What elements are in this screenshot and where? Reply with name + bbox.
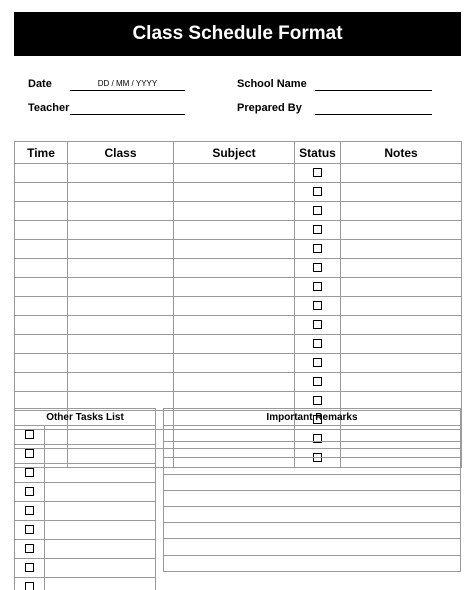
status-checkbox[interactable] bbox=[313, 244, 322, 253]
status-checkbox[interactable] bbox=[313, 225, 322, 234]
notes-cell[interactable] bbox=[341, 354, 462, 373]
schedule-header-row bbox=[15, 142, 462, 164]
table-row bbox=[15, 354, 462, 373]
notes-cell[interactable] bbox=[341, 202, 462, 221]
date-label: Date bbox=[28, 78, 52, 90]
task-text-cell[interactable] bbox=[45, 483, 156, 502]
time-cell[interactable] bbox=[15, 297, 68, 316]
time-cell[interactable] bbox=[15, 354, 68, 373]
list-item bbox=[164, 539, 461, 555]
task-text-cell[interactable] bbox=[45, 464, 156, 483]
list-item bbox=[15, 521, 156, 540]
list-item bbox=[164, 490, 461, 506]
column-header-status: Status bbox=[295, 142, 341, 164]
task-checkbox[interactable] bbox=[25, 487, 34, 496]
remark-cell[interactable] bbox=[164, 506, 461, 522]
important-remarks-table bbox=[163, 408, 461, 572]
class-cell[interactable] bbox=[68, 183, 174, 202]
task-text-cell[interactable] bbox=[45, 521, 156, 540]
status-checkbox[interactable] bbox=[313, 358, 322, 367]
list-item bbox=[164, 523, 461, 539]
status-cell[interactable] bbox=[295, 297, 341, 316]
status-checkbox[interactable] bbox=[313, 187, 322, 196]
task-checkbox-cell bbox=[15, 483, 45, 502]
column-header-notes: Notes bbox=[341, 142, 462, 164]
list-item bbox=[164, 555, 461, 571]
subject-cell[interactable] bbox=[174, 373, 295, 392]
task-text-cell[interactable] bbox=[45, 540, 156, 559]
time-cell[interactable] bbox=[15, 278, 68, 297]
table-row bbox=[15, 240, 462, 259]
other-tasks-table bbox=[14, 408, 156, 590]
subject-cell[interactable] bbox=[174, 335, 295, 354]
time-cell[interactable] bbox=[15, 221, 68, 240]
class-cell[interactable] bbox=[68, 335, 174, 354]
subject-cell[interactable] bbox=[174, 278, 295, 297]
remark-cell[interactable] bbox=[164, 474, 461, 490]
status-checkbox[interactable] bbox=[313, 301, 322, 310]
column-header-class: Class bbox=[68, 142, 174, 164]
school-name-label: School Name bbox=[237, 78, 307, 90]
table-row bbox=[15, 335, 462, 354]
class-cell[interactable] bbox=[68, 164, 174, 183]
column-header-time: Time bbox=[15, 142, 68, 164]
task-checkbox[interactable] bbox=[25, 544, 34, 553]
table-row bbox=[15, 164, 462, 183]
task-checkbox-cell bbox=[15, 521, 45, 540]
page-title: Class Schedule Format bbox=[14, 12, 461, 56]
subject-cell[interactable] bbox=[174, 316, 295, 335]
list-item bbox=[15, 578, 156, 590]
remark-cell[interactable] bbox=[164, 426, 461, 442]
task-checkbox-cell bbox=[15, 464, 45, 483]
remark-cell[interactable] bbox=[164, 442, 461, 458]
time-cell[interactable] bbox=[15, 202, 68, 221]
class-cell[interactable] bbox=[68, 278, 174, 297]
table-row bbox=[15, 316, 462, 335]
task-checkbox[interactable] bbox=[25, 430, 34, 439]
task-checkbox[interactable] bbox=[25, 525, 34, 534]
list-item bbox=[164, 474, 461, 490]
task-checkbox-cell bbox=[15, 559, 45, 578]
list-item bbox=[15, 540, 156, 559]
table-row bbox=[15, 278, 462, 297]
status-cell[interactable] bbox=[295, 164, 341, 183]
status-cell[interactable] bbox=[295, 183, 341, 202]
table-row bbox=[15, 202, 462, 221]
notes-cell[interactable] bbox=[341, 373, 462, 392]
class-cell[interactable] bbox=[68, 221, 174, 240]
task-text-cell[interactable] bbox=[45, 426, 156, 445]
school-name-field[interactable] bbox=[315, 90, 432, 91]
task-checkbox-cell bbox=[15, 540, 45, 559]
list-item bbox=[15, 502, 156, 521]
status-cell[interactable] bbox=[295, 278, 341, 297]
list-item bbox=[15, 426, 156, 445]
class-cell[interactable] bbox=[68, 202, 174, 221]
remark-cell[interactable] bbox=[164, 490, 461, 506]
status-cell[interactable] bbox=[295, 202, 341, 221]
list-item bbox=[15, 445, 156, 464]
status-cell[interactable] bbox=[295, 354, 341, 373]
task-checkbox[interactable] bbox=[25, 468, 34, 477]
notes-cell[interactable] bbox=[341, 259, 462, 278]
subject-cell[interactable] bbox=[174, 259, 295, 278]
status-checkbox[interactable] bbox=[313, 320, 322, 329]
status-cell[interactable] bbox=[295, 335, 341, 354]
status-cell[interactable] bbox=[295, 221, 341, 240]
remark-cell[interactable] bbox=[164, 539, 461, 555]
other-tasks-header: Other Tasks List bbox=[15, 409, 156, 426]
notes-cell[interactable] bbox=[341, 278, 462, 297]
date-field[interactable] bbox=[70, 90, 185, 91]
subject-cell[interactable] bbox=[174, 297, 295, 316]
table-row bbox=[15, 373, 462, 392]
task-checkbox[interactable] bbox=[25, 506, 34, 515]
task-checkbox-cell bbox=[15, 502, 45, 521]
subject-cell[interactable] bbox=[174, 164, 295, 183]
status-checkbox[interactable] bbox=[313, 396, 322, 405]
time-cell[interactable] bbox=[15, 164, 68, 183]
class-cell[interactable] bbox=[68, 297, 174, 316]
notes-cell[interactable] bbox=[341, 183, 462, 202]
task-checkbox[interactable] bbox=[25, 449, 34, 458]
notes-cell[interactable] bbox=[341, 221, 462, 240]
notes-cell[interactable] bbox=[341, 240, 462, 259]
task-checkbox-cell bbox=[15, 578, 45, 590]
task-checkbox[interactable] bbox=[25, 563, 34, 572]
time-cell[interactable] bbox=[15, 183, 68, 202]
task-text-cell[interactable] bbox=[45, 578, 156, 590]
status-checkbox[interactable] bbox=[313, 282, 322, 291]
task-text-cell[interactable] bbox=[45, 559, 156, 578]
list-item bbox=[15, 464, 156, 483]
teacher-label: Teacher bbox=[28, 102, 70, 114]
status-checkbox[interactable] bbox=[313, 377, 322, 386]
important-remarks-header: Important Remarks bbox=[164, 409, 461, 426]
table-row bbox=[15, 183, 462, 202]
status-cell[interactable] bbox=[295, 259, 341, 278]
column-header-subject: Subject bbox=[174, 142, 295, 164]
class-cell[interactable] bbox=[68, 259, 174, 278]
subject-cell[interactable] bbox=[174, 202, 295, 221]
list-item bbox=[15, 483, 156, 502]
teacher-field[interactable] bbox=[70, 114, 185, 115]
status-cell[interactable] bbox=[295, 373, 341, 392]
status-checkbox[interactable] bbox=[313, 168, 322, 177]
table-row bbox=[15, 259, 462, 278]
task-checkbox-cell bbox=[15, 445, 45, 464]
status-cell[interactable] bbox=[295, 316, 341, 335]
notes-cell[interactable] bbox=[341, 164, 462, 183]
status-checkbox[interactable] bbox=[313, 339, 322, 348]
prepared-by-field[interactable] bbox=[315, 114, 432, 115]
notes-cell[interactable] bbox=[341, 297, 462, 316]
task-checkbox[interactable] bbox=[25, 582, 34, 590]
table-row bbox=[15, 221, 462, 240]
status-checkbox[interactable] bbox=[313, 263, 322, 272]
subject-cell[interactable] bbox=[174, 221, 295, 240]
prepared-by-label: Prepared By bbox=[237, 102, 302, 114]
notes-cell[interactable] bbox=[341, 316, 462, 335]
time-cell[interactable] bbox=[15, 240, 68, 259]
remark-cell[interactable] bbox=[164, 555, 461, 571]
list-item bbox=[164, 458, 461, 474]
subject-cell[interactable] bbox=[174, 354, 295, 373]
class-cell[interactable] bbox=[68, 354, 174, 373]
remark-cell[interactable] bbox=[164, 523, 461, 539]
time-cell[interactable] bbox=[15, 373, 68, 392]
class-cell[interactable] bbox=[68, 373, 174, 392]
subject-cell[interactable] bbox=[174, 183, 295, 202]
class-cell[interactable] bbox=[68, 240, 174, 259]
list-item bbox=[164, 426, 461, 442]
task-checkbox-cell bbox=[15, 426, 45, 445]
remark-cell[interactable] bbox=[164, 458, 461, 474]
time-cell[interactable] bbox=[15, 259, 68, 278]
notes-cell[interactable] bbox=[341, 335, 462, 354]
date-format-hint: DD / MM / YYYY bbox=[97, 79, 158, 88]
status-checkbox[interactable] bbox=[313, 206, 322, 215]
time-cell[interactable] bbox=[15, 335, 68, 354]
list-item bbox=[15, 559, 156, 578]
status-cell[interactable] bbox=[295, 240, 341, 259]
task-text-cell[interactable] bbox=[45, 445, 156, 464]
list-item bbox=[164, 442, 461, 458]
time-cell[interactable] bbox=[15, 316, 68, 335]
class-cell[interactable] bbox=[68, 316, 174, 335]
table-row bbox=[15, 297, 462, 316]
list-item bbox=[164, 506, 461, 522]
task-text-cell[interactable] bbox=[45, 502, 156, 521]
subject-cell[interactable] bbox=[174, 240, 295, 259]
